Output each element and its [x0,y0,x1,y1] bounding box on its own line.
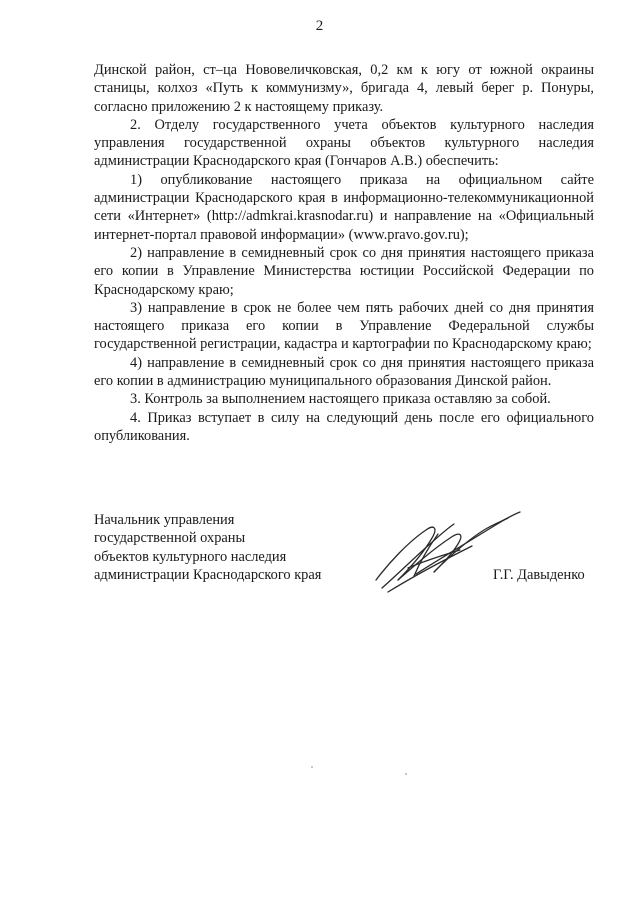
signatory-title-line: объектов культурного наследия [94,548,287,565]
scan-speck [405,773,407,775]
paragraph: 4. Приказ вступает в силу на следующий день после его официального опубликования. [94,409,594,444]
paragraph: 3. Контроль за выполнением настоящего приказа оставляю за собой. [130,391,551,408]
paragraph: 1) опубликование настоящего приказа на официальном сайте администрации Краснодарского края в информационно-телекоммуникационной сети «Интернет» (http://admkrai.krasnodar.ru) и направление на «Официальный интернет-портал правовой информации» (www.pravo.gov.ru); [94,171,594,243]
paragraph: 2. Отделу государственного учета объектов культурного наследия управления государственной охраны объектов культурного наследия администрации Краснодарского края (Гончаров А.В.) обеспечить: [94,116,594,170]
document-body [94,61,594,445]
page-number: 2 [315,18,324,34]
signatory-title-line: администрации Краснодарского края [94,566,322,583]
paragraph: 4) направление в семидневный срок со дня принятия настоящего приказа его копии в администрацию муниципального образования Динской район. [94,354,594,390]
paragraph: Динской район, ст–ца Нововеличковская, 0,2 км к югу от южной окраины станицы, колхоз «Путь к коммунизму», бригада 4, левый берег р. Понуры, согласно приложению 2 к настоящему приказу. [94,62,594,115]
scan-speck [311,766,313,768]
signatory-title-line: государственной охраны [94,530,246,547]
paragraph: 2) направление в семидневный срок со дня принятия настоящего приказа его копии в Управление Министерства юстиции Российской Федерации по Краснодарскому краю; [94,244,594,298]
paragraph: 3) направление в срок не более чем пять рабочих дней со дня принятия настоящего приказа его копии в Управление Федеральной службы государственной регистрации, кадастра и картографии по Краснодарскому краю; [94,299,594,353]
signatory-title [94,511,321,584]
signatory-title-line: Начальник управления [94,512,235,528]
signatory-name: Г.Г. Давыденко [493,567,585,583]
